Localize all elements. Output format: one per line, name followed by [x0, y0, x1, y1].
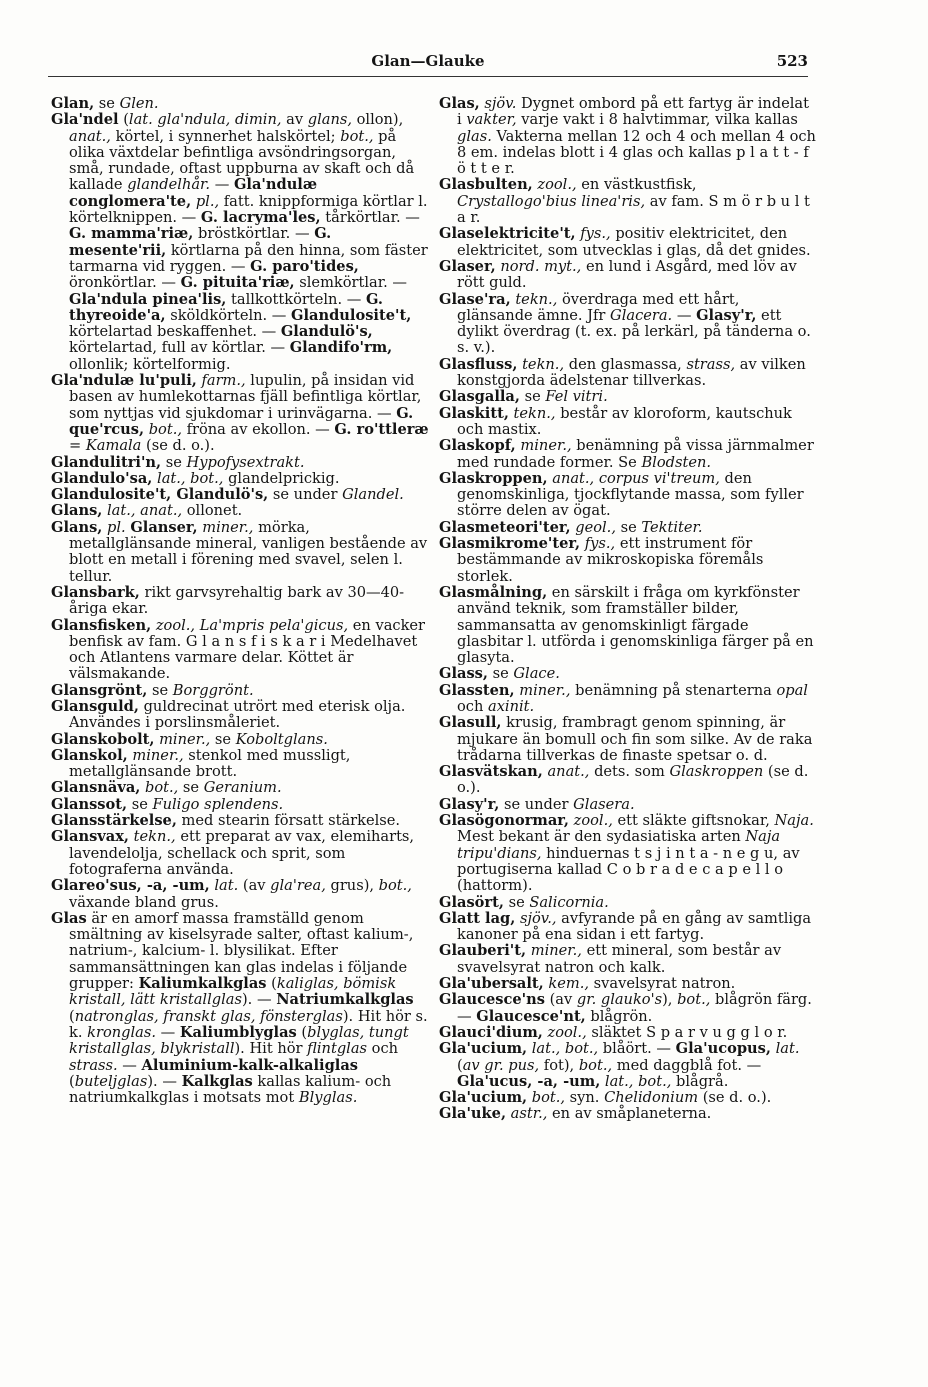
dictionary-entry: Gla'ucium, lat., bot., blåört. — Gla'ucopus, lat. (av gr. pus, fot), bot., med daggblå fot. — Gla'ucus, -a, -um, lat., bot., blågrå.: [439, 1040, 800, 1090]
dictionary-entry: Glaser, nord. myt., en lund i Asgård, med löv av rött guld.: [439, 257, 797, 292]
dictionary-entry: Glansguld, guldrecinat utrört med eterisk olja. Användes i porslinsmåleriet.: [51, 697, 406, 732]
dictionary-entry: Glaskitt, tekn., består av kloroform, kautschuk och mastix.: [439, 404, 792, 438]
dictionary-entry: Glansstärkelse, med stearin försatt stärkelse.: [51, 812, 401, 830]
dictionary-entry: Glanssot, se Fuligo splendens.: [51, 795, 284, 813]
dictionary-entry: Glasmålning, en särskilt i fråga om kyrkfönster använd teknik, som framställer bilder, sammansatta av genomskinligt färgade glasbitar l. utförda i genomskinliga färger på en glasyta.: [439, 583, 814, 667]
running-head: Glan—Glauke: [371, 52, 485, 70]
dictionary-entry: Glasbulten, zool., en västkustfisk, Crystallogo'bius linea'ris, av fam. S m ö r b u l t a r.: [439, 176, 810, 227]
dictionary-entry: Glase'ra, tekn., överdraga med ett hårt, glänsande ämne. Jfr Glacera. — Glasy'r, ett dylikt överdrag (t. ex. på lerkärl, på tänderna o. s. v.).: [439, 290, 811, 357]
dictionary-entry: Glandulosite't, Glandulö's, se under Glandel.: [51, 486, 404, 504]
dictionary-entry: Glas, sjöv. Dygnet ombord på ett fartyg är indelat i vakter, varje vakt i 8 halvtimmar, vilka kallas glas. Vakterna mellan 12 och 4 och mellan 4 och 8 em. indelas blott i 4 glas och kallas p l a t t - f ö t t e r.: [439, 95, 816, 178]
page-number: 523: [776, 52, 808, 70]
dictionary-entry: Glasört, se Salicornia.: [439, 893, 609, 911]
page-header: [48, 50, 808, 77]
dictionary-entry: Glansnäva, bot., se Geranium.: [51, 779, 282, 797]
dictionary-entry: Glauci'dium, zool., släktet S p a r v u g g l o r.: [439, 1023, 788, 1041]
dictionary-entry: Gla'ndulæ lu'puli, farm., lupulin, på insidan vid basen av humlekottarnas fjäll befintliga körtlar, som nyttjas vid sjukdomar i urinvägarna. — G. que'rcus, bot., fröna av ekollon. — G. ro'ttleræ = Kamala (se d. o.).: [51, 372, 429, 455]
dictionary-entry: Glandulitri'n, se Hypofysextrakt.: [51, 453, 305, 471]
dictionary-entry: Glasgalla, se Fel vitri.: [439, 388, 608, 406]
dictionary-entry: Glareo'sus, -a, -um, lat. (av gla'rea, grus), bot., växande bland grus.: [51, 877, 412, 911]
dictionary-entry: Glasy'r, se under Glasera.: [439, 795, 635, 813]
dictionary-entry: Glatt lag, sjöv., avfyrande på en gång av samtliga kanoner på ena sidan i ett fartyg.: [439, 909, 812, 944]
right-column: [439, 96, 817, 1123]
dictionary-entry: Gla'ubersalt, kem., svavelsyrat natron.: [439, 975, 736, 993]
dictionary-entry: Glan, se Glen.: [51, 95, 159, 112]
dictionary-entry: Glaselektricite't, fys., positiv elektricitet, den elektricitet, som utvecklas i glas, då det gnides.: [439, 225, 811, 259]
dictionary-entry: Glansfisken, zool., La'mpris pela'gicus, en vacker benfisk av fam. G l a n s f i s k a r i Medelhavet och Atlantens varmare delar. Köttet är välsmakande.: [51, 616, 426, 683]
dictionary-entry: Gla'ndel (lat. gla'ndula, dimin, av glans, ollon), anat., körtel, i synnerhet halskörtel; bot., på olika växtdelar befintliga avsöndringsorgan, små, rundade, oftast uppburna av skaft och då kallade glandelhår. — Gla'ndulæ conglomera'te, pl., fatt. knippformiga körtlar l. körtelknippen. — G. lacryma'les, tårkörtlar. — G. mamma'riæ, bröstkörtlar. — G. mesente'rii, körtlarna på den hinna, som fäster tarmarna vid ryggen. — G. paro'tides, öronkörtlar. — G. pituita'riæ, slemkörtlar. — Gla'ndula pinea'lis, tallkottkörteln. — G. thyreoide'a, sköldkörteln. — Glandulosite't, körtelartad beskaffenhet. — Glandulö's, körtelartad, full av körtlar. — Glandifo'rm, ollonlik; körtelformig.: [51, 111, 428, 373]
dictionary-entry: Glassten, miner., benämning på stenarterna opal och axinit.: [439, 681, 808, 715]
dictionary-entry: Glansbark, rikt garvsyrehaltig bark av 30—40-åriga ekar.: [51, 583, 405, 618]
dictionary-entry: Glasvätskan, anat., dets. som Glaskroppen (se d. o.).: [439, 763, 809, 797]
dictionary-entry: Glaskopf, miner., benämning på vissa järnmalmer med rundade former. Se Blodsten.: [439, 437, 814, 471]
dictionary-entry: Glanskobolt, miner., se Koboltglans.: [51, 730, 328, 748]
dictionary-entry: Glasfluss, tekn., den glasmassa, strass, av vilken konstgjorda ädelstenar tillverkas.: [439, 355, 806, 390]
dictionary-entry: Glaskroppen, anat., corpus vi'treum, den genomskinliga, tjockflytande massa, som fyller större delen av ögat.: [439, 469, 804, 520]
dictionary-entry: Glasmeteori'ter, geol., se Tektiter.: [439, 518, 703, 536]
dictionary-entry: Glaucesce'ns (av gr. glauko's), bot., blågrön färg. — Glaucesce'nt, blågrön.: [439, 991, 812, 1025]
dictionary-entry: Glansvax, tekn., ett preparat av vax, elemiharts, lavendelolja, schellack och sprit, som fotograferna använda.: [51, 828, 415, 878]
dictionary-entry: Glansgrönt, se Borggrönt.: [51, 681, 254, 699]
dictionary-entry: Glasull, krusig, frambragt genom spinning, är mjukare än bomull och fin som silke. Av de raka trådarna tillverkas de finaste spetsar o. d.: [439, 714, 813, 764]
dictionary-entry: Glasmikrome'ter, fys., ett instrument för bestämmande av mikroskopiska föremåls storlek.: [439, 535, 764, 585]
dictionary-entry: Glas är en amorf massa framställd genom smältning av kiselsyrade salter, oftast kalium-, natrium-, kalcium- l. blysilikat. Efter sammansättningen kan glas indelas i följande grupper: Kaliumkalkglas (kaliglas, bömisk kristall, lätt kristallglas). — Natriumkalkglas (natronglas, franskt glas, fönsterglas). Hit hör s. k. kronglas. — Kaliumblyglas (blyglas, tungt kristallglas, blykristall). Hit hör flintglas och strass. — Aluminium-kalk-alkaliglas (buteljglas). — Kalkglas kallas kalium- och natriumkalkglas i motsats mot Blyglas.: [51, 909, 428, 1107]
left-column: [51, 96, 429, 1106]
dictionary-entry: Glandulo'sa, lat., bot., glandelprickig.: [51, 469, 340, 487]
dictionary-entry: Gla'ucium, bot., syn. Chelidonium (se d. o.).: [439, 1089, 772, 1107]
dictionary-entry: Gla'uke, astr., en av småplaneterna.: [439, 1105, 712, 1123]
dictionary-entry: Glasögonormar, zool., ett släkte giftsnokar, Naja. Mest bekant är den sydasiatiska arten Naja tripu'dians, hinduernas t s j i n t a - n e g u, av portugiserna kallad C o b r a d e c a p e l l o (hattorm).: [439, 812, 814, 895]
dictionary-entry: Glans, pl. Glanser, miner., mörka, metallglänsande mineral, vanligen bestående av blott en metall i förening med svavel, selen l. tellur.: [51, 518, 428, 585]
dictionary-entry: Glass, se Glace.: [439, 665, 560, 683]
dictionary-entry: Glanskol, miner., stenkol med mussligt, metallglänsande brott.: [51, 746, 351, 781]
dictionary-entry: Glauberi't, miner., ett mineral, som består av svavelsyrat natron och kalk.: [439, 942, 782, 976]
dictionary-entry: Glans, lat., anat., ollonet.: [51, 502, 243, 520]
